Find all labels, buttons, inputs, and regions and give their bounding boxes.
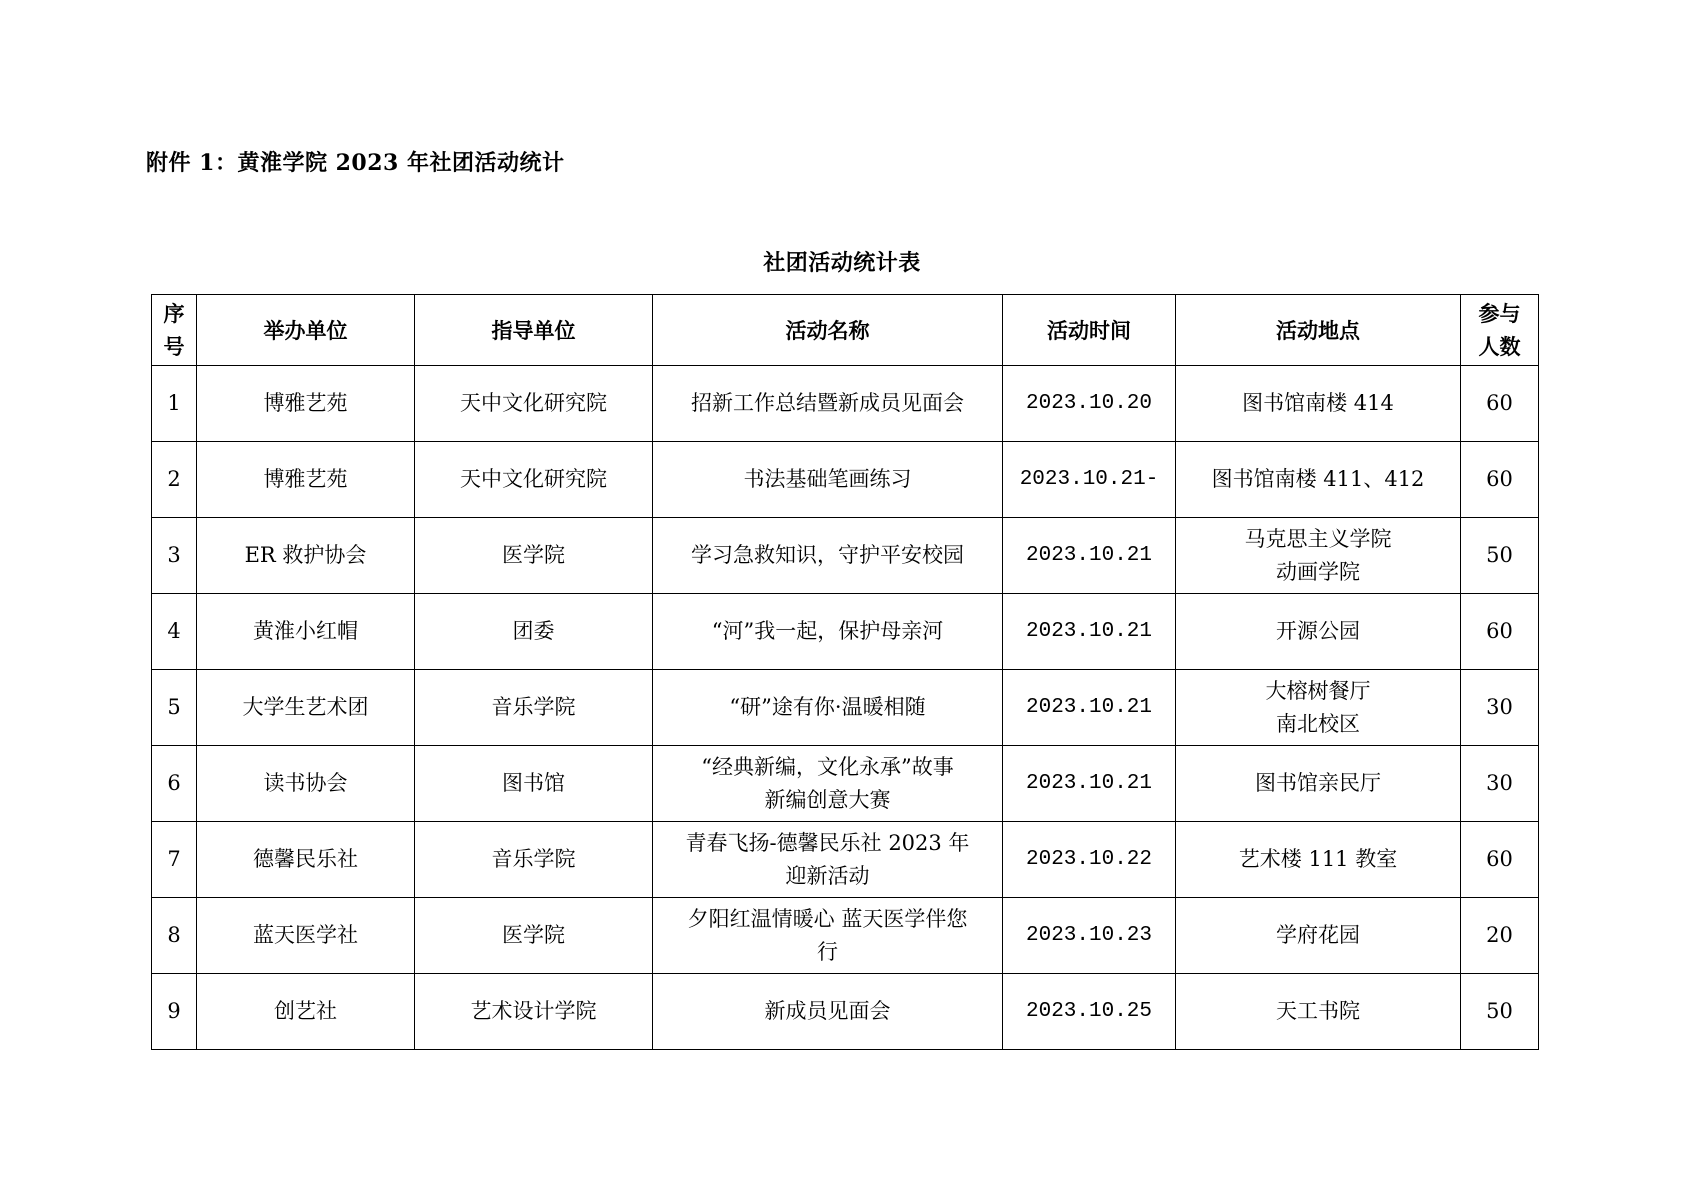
cell-participants: 60 [1461, 442, 1539, 518]
activity-stats-table [151, 294, 1539, 1050]
table-row [152, 822, 1539, 898]
cell-activity-line1: 新成员见面会 [764, 999, 891, 1023]
cell-index: 4 [152, 594, 197, 670]
cell-supervisor: 音乐学院 [415, 822, 653, 898]
cell-location-line1: 学府花园 [1276, 923, 1360, 947]
cell-location [1176, 898, 1461, 974]
cell-location [1176, 366, 1461, 442]
cell-activity [653, 594, 1003, 670]
table-row [152, 746, 1539, 822]
cell-activity [653, 746, 1003, 822]
cell-participants: 30 [1461, 746, 1539, 822]
cell-organizer: 大学生艺术团 [197, 670, 415, 746]
cell-activity [653, 518, 1003, 594]
cell-location [1176, 746, 1461, 822]
cell-activity-line1: “研”途有你·温暖相随 [729, 695, 926, 719]
header-participants-line2: 人数 [1478, 334, 1521, 359]
cell-index: 8 [152, 898, 197, 974]
cell-activity-line1: 学习急救知识，守护平安校园 [691, 543, 964, 567]
cell-location-line1: 图书馆南楼 414 [1242, 391, 1394, 415]
header-time: 活动时间 [1003, 295, 1176, 366]
cell-organizer: 德馨民乐社 [197, 822, 415, 898]
cell-time: 2023.10.23 [1003, 898, 1176, 974]
table-row [152, 974, 1539, 1050]
cell-supervisor: 团委 [415, 594, 653, 670]
cell-time: 2023.10.21 [1003, 746, 1176, 822]
cell-activity [653, 898, 1003, 974]
header-index [152, 295, 197, 366]
cell-activity-line1: 招新工作总结暨新成员见面会 [691, 391, 964, 415]
cell-index: 3 [152, 518, 197, 594]
cell-location-line2: 南北校区 [1276, 711, 1360, 736]
cell-time: 2023.10.21 [1003, 518, 1176, 594]
cell-activity-line1: “河”我一起，保护母亲河 [711, 619, 944, 643]
table-row [152, 366, 1539, 442]
cell-index: 6 [152, 746, 197, 822]
cell-location [1176, 442, 1461, 518]
header-location: 活动地点 [1176, 295, 1461, 366]
header-supervisor: 指导单位 [415, 295, 653, 366]
header-activity: 活动名称 [653, 295, 1003, 366]
cell-activity [653, 442, 1003, 518]
cell-activity-line2: 迎新活动 [785, 863, 870, 888]
cell-organizer: ER 救护协会 [197, 518, 415, 594]
cell-supervisor: 天中文化研究院 [415, 366, 653, 442]
cell-organizer: 博雅艺苑 [197, 366, 415, 442]
cell-participants: 50 [1461, 974, 1539, 1050]
cell-location-line1: 图书馆亲民厅 [1255, 771, 1381, 795]
cell-activity-line1: “经典新编，文化永承”故事 [701, 754, 954, 779]
cell-organizer: 蓝天医学社 [197, 898, 415, 974]
cell-supervisor: 天中文化研究院 [415, 442, 653, 518]
cell-location-line1: 图书馆南楼 411、412 [1211, 467, 1425, 491]
cell-participants: 60 [1461, 822, 1539, 898]
cell-index: 2 [152, 442, 197, 518]
cell-location-line1: 马克思主义学院 [1244, 526, 1392, 551]
header-index-line1: 序 [163, 301, 185, 326]
table-row [152, 442, 1539, 518]
cell-organizer: 博雅艺苑 [197, 442, 415, 518]
table-header-row [152, 295, 1539, 366]
cell-time: 2023.10.21 [1003, 670, 1176, 746]
cell-participants: 60 [1461, 594, 1539, 670]
cell-participants: 30 [1461, 670, 1539, 746]
cell-supervisor: 医学院 [415, 898, 653, 974]
cell-location [1176, 518, 1461, 594]
cell-location [1176, 594, 1461, 670]
cell-activity-line1: 夕阳红温情暖心 蓝天医学伴您 [687, 906, 968, 931]
cell-location-line1: 艺术楼 111 教室 [1238, 847, 1398, 871]
cell-location [1176, 822, 1461, 898]
cell-time: 2023.10.22 [1003, 822, 1176, 898]
table-row [152, 518, 1539, 594]
cell-participants: 50 [1461, 518, 1539, 594]
cell-supervisor: 音乐学院 [415, 670, 653, 746]
cell-location [1176, 974, 1461, 1050]
cell-activity-line2: 新编创意大赛 [764, 787, 891, 812]
cell-activity [653, 366, 1003, 442]
cell-activity-line1: 书法基础笔画练习 [743, 467, 912, 491]
header-participants-line1: 参与 [1478, 301, 1521, 326]
header-index-line2: 号 [163, 334, 185, 359]
cell-time: 2023.10.21 [1003, 594, 1176, 670]
cell-activity-line2: 行 [817, 939, 838, 964]
header-organizer: 举办单位 [197, 295, 415, 366]
cell-participants: 60 [1461, 366, 1539, 442]
cell-organizer: 黄淮小红帽 [197, 594, 415, 670]
cell-time: 2023.10.21- [1003, 442, 1176, 518]
attachment-title: 附件 1：黄淮学院 2023 年社团活动统计 [146, 150, 565, 176]
cell-index: 1 [152, 366, 197, 442]
cell-activity [653, 974, 1003, 1050]
cell-activity-line1: 青春飞扬-德馨民乐社 2023 年 [685, 830, 970, 855]
table-row [152, 670, 1539, 746]
cell-location-line1: 大榕树餐厅 [1265, 678, 1371, 703]
cell-supervisor: 艺术设计学院 [415, 974, 653, 1050]
table-row [152, 594, 1539, 670]
cell-supervisor: 医学院 [415, 518, 653, 594]
cell-index: 7 [152, 822, 197, 898]
cell-index: 9 [152, 974, 197, 1050]
table-title: 社团活动统计表 [763, 250, 921, 276]
table-row [152, 898, 1539, 974]
cell-time: 2023.10.25 [1003, 974, 1176, 1050]
table-body [152, 366, 1539, 1050]
cell-organizer: 创艺社 [197, 974, 415, 1050]
cell-location-line2: 动画学院 [1276, 559, 1360, 584]
cell-location-line1: 天工书院 [1276, 999, 1360, 1023]
cell-location-line1: 开源公园 [1276, 619, 1360, 643]
cell-participants: 20 [1461, 898, 1539, 974]
cell-index: 5 [152, 670, 197, 746]
cell-organizer: 读书协会 [197, 746, 415, 822]
cell-supervisor: 图书馆 [415, 746, 653, 822]
cell-activity [653, 670, 1003, 746]
cell-activity [653, 822, 1003, 898]
cell-time: 2023.10.20 [1003, 366, 1176, 442]
header-participants [1461, 295, 1539, 366]
cell-location [1176, 670, 1461, 746]
